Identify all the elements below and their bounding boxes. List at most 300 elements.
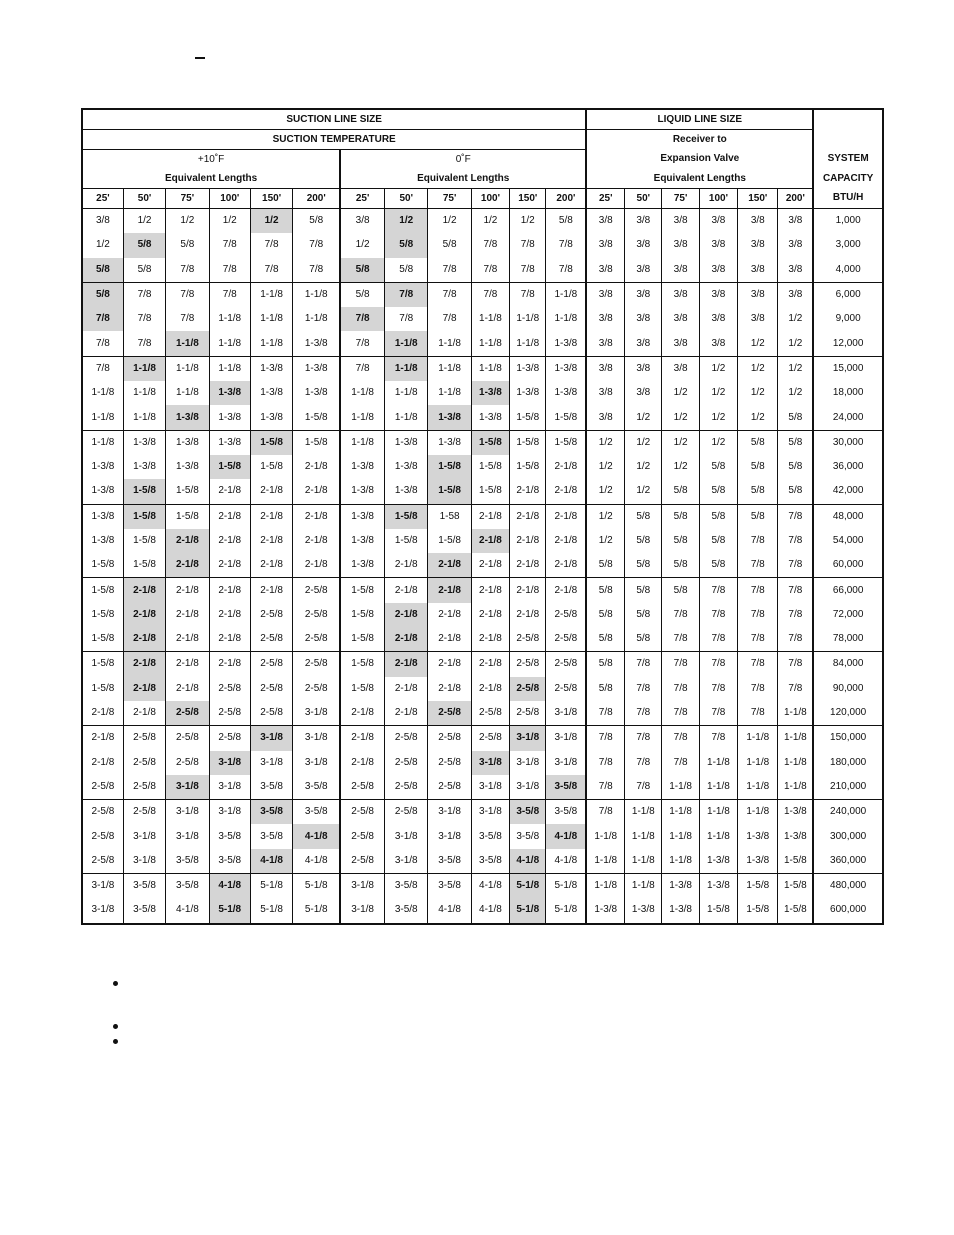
table-cell: 7/8 — [662, 726, 699, 751]
table-cell: 1-3/8 — [340, 529, 384, 553]
table-cell: 1-3/8 — [82, 479, 123, 504]
table-cell: 2-5/8 — [166, 701, 209, 726]
table-cell: 3-5/8 — [250, 800, 292, 825]
table-cell: 15,000 — [813, 356, 883, 381]
capacity-line1: SYSTEM — [813, 150, 883, 170]
table-cell: 1-5/8 — [510, 455, 546, 479]
table-cell: 3-1/8 — [340, 898, 384, 923]
table-cell: 3-5/8 — [385, 874, 428, 899]
table-cell: 7/8 — [662, 652, 699, 677]
table-cell: 1-1/8 — [738, 800, 778, 825]
table-row — [82, 726, 883, 751]
table-cell: 2-5/8 — [250, 652, 292, 677]
table-cell: 2-1/8 — [250, 479, 292, 504]
table-cell: 1-1/8 — [385, 331, 428, 356]
table-cell: 7/8 — [293, 258, 340, 283]
table-cell: 1-5/8 — [340, 652, 384, 677]
table-cell: 2-5/8 — [82, 849, 123, 874]
table-cell: 2-1/8 — [123, 603, 165, 627]
table-cell: 2-1/8 — [546, 455, 586, 479]
table-cell: 3-1/8 — [546, 726, 586, 751]
table-cell: 1-1/8 — [166, 381, 209, 405]
table-cell: 1-3/8 — [91, 510, 115, 522]
table-cell: 72,000 — [813, 603, 883, 627]
table-cell: 7/8 — [510, 282, 546, 307]
table-cell: 1-1/8 — [250, 307, 292, 331]
capacity-line3: BTU/H — [813, 189, 883, 209]
table-cell: 1-5/8 — [250, 455, 292, 479]
table-cell: 2-5/8 — [166, 751, 209, 775]
table-cell: 7/8 — [738, 529, 778, 553]
table-cell: 480,000 — [813, 874, 883, 899]
equiv-lengths-zero: Equivalent Lengths — [340, 169, 586, 189]
table-cell: 3,000 — [813, 233, 883, 257]
table-cell: 1-3/8 — [209, 430, 250, 455]
table-cell: 2-1/8 — [166, 529, 209, 553]
table-cell: 2-5/8 — [123, 800, 165, 825]
table-cell: 3-5/8 — [166, 874, 209, 899]
table-cell: 1-5/8 — [91, 658, 115, 670]
table-cell: 2-1/8 — [385, 627, 428, 652]
table-cell: 3/8 — [662, 233, 699, 257]
table-cell: 4-1/8 — [293, 824, 340, 848]
table-cell: 1-3/8 — [428, 405, 471, 430]
table-cell: 1/2 — [586, 455, 624, 479]
table-cell: 2-5/8 — [340, 849, 384, 874]
table-cell: 78,000 — [813, 627, 883, 652]
table-cell: 1/2 — [778, 307, 813, 331]
table-cell: 2-1/8 — [123, 627, 165, 652]
table-cell: 12,000 — [813, 331, 883, 356]
table-cell: 3/8 — [586, 381, 624, 405]
table-cell: 1-5/8 — [510, 430, 546, 455]
table-cell: 3-1/8 — [209, 775, 250, 800]
table-cell: 2-5/8 — [250, 677, 292, 701]
table-cell: 2-5/8 — [250, 603, 292, 627]
table-cell: 360,000 — [813, 849, 883, 874]
table-cell: 3-5/8 — [123, 874, 165, 899]
table-cell: 1/2 — [699, 356, 737, 381]
table-cell: 1-1/8 — [625, 849, 662, 874]
table-cell: 1-5/8 — [471, 455, 509, 479]
table-cell: 1-5/8 — [209, 455, 250, 479]
table-cell: 4-1/8 — [166, 898, 209, 923]
table-cell: 48,000 — [813, 504, 883, 529]
table-cell: 1-5/8 — [123, 479, 165, 504]
table-cell: 1-3/8 — [91, 535, 115, 546]
table-cell: 7/8 — [82, 331, 123, 356]
length-header: 75' — [662, 189, 699, 209]
table-cell: 5-1/8 — [510, 874, 546, 899]
table-cell: 7/8 — [586, 701, 624, 726]
expansion-valve-label: Expansion Valve — [586, 150, 813, 170]
liquid-line-size-header: LIQUID LINE SIZE — [586, 109, 813, 130]
table-cell: 1-5/8 — [340, 578, 384, 603]
table-cell: 150,000 — [813, 726, 883, 751]
table-cell: 5/8 — [778, 455, 813, 479]
table-row — [82, 652, 883, 677]
table-cell: 1-3/8 — [778, 800, 813, 825]
table-cell: 1-3/8 — [123, 455, 165, 479]
table-cell: 3-1/8 — [385, 849, 428, 874]
table-cell: 2-1/8 — [428, 677, 471, 701]
table-cell: 1-3/8 — [510, 356, 546, 381]
table-cell: 1-1/8 — [778, 701, 813, 726]
table-cell: 2-1/8 — [209, 504, 250, 529]
table-cell: 7/8 — [385, 282, 428, 307]
table-cell: 2-5/8 — [428, 751, 471, 775]
table-cell: 2-1/8 — [510, 553, 546, 578]
table-cell: 4-1/8 — [471, 898, 509, 923]
table-cell: 2-1/8 — [340, 726, 384, 751]
table-cell: 2-5/8 — [123, 726, 165, 751]
table-cell: 120,000 — [813, 701, 883, 726]
table-row — [82, 356, 883, 381]
table-cell: 3/8 — [699, 307, 737, 331]
table-cell: 1-1/8 — [166, 331, 209, 356]
table-cell: 3/8 — [340, 209, 384, 234]
table-cell: 66,000 — [813, 578, 883, 603]
table-cell: 5/8 — [340, 258, 384, 283]
table-cell: 1-5/8 — [82, 627, 123, 652]
table-cell: 3/8 — [625, 356, 662, 381]
table-cell: 1-1/8 — [123, 356, 165, 381]
table-cell: 2-1/8 — [123, 578, 165, 603]
table-cell: 2-1/8 — [471, 578, 509, 603]
length-header: 75' — [166, 189, 209, 209]
table-cell: 3/8 — [699, 233, 737, 257]
table-cell: 4-1/8 — [471, 874, 509, 899]
table-cell: 3-5/8 — [209, 824, 250, 848]
table-cell: 7/8 — [385, 307, 428, 331]
table-cell: 54,000 — [813, 529, 883, 553]
table-cell: 2-1/8 — [546, 504, 586, 529]
table-cell: 300,000 — [813, 824, 883, 848]
table-cell: 2-5/8 — [293, 603, 340, 627]
table-row — [82, 775, 883, 800]
table-cell: 3/8 — [738, 258, 778, 283]
table-cell: 1-5/8 — [91, 608, 115, 620]
table-cell: 2-5/8 — [82, 775, 123, 800]
table-cell: 3-1/8 — [209, 800, 250, 825]
table-cell: 2-5/8 — [91, 806, 115, 818]
table-row — [82, 307, 883, 331]
table-cell: 7/8 — [699, 677, 737, 701]
table-cell: 5/8 — [123, 258, 165, 283]
table-cell: 3-1/8 — [385, 824, 428, 848]
table-cell: 5/8 — [428, 233, 471, 257]
table-cell: 2-5/8 — [428, 775, 471, 800]
table-cell: 1-5/8 — [91, 682, 115, 694]
table-cell: 7/8 — [586, 800, 624, 825]
table-cell: 7/8 — [778, 677, 813, 701]
table-cell: 2-5/8 — [123, 775, 165, 800]
table-cell: 7/8 — [738, 701, 778, 726]
table-cell: 7/8 — [625, 652, 662, 677]
table-cell: 2-5/8 — [385, 800, 428, 825]
header-dash-mark — [195, 57, 205, 59]
table-cell: 3/8 — [586, 282, 624, 307]
table-cell: 1-3/8 — [123, 430, 165, 455]
line-size-table — [81, 108, 884, 925]
table-cell: 84,000 — [813, 652, 883, 677]
table-cell: 1-1/8 — [471, 331, 509, 356]
table-cell: 3-1/8 — [293, 751, 340, 775]
table-cell: 7/8 — [340, 356, 384, 381]
bullet-point — [113, 1039, 118, 1044]
table-cell: 5/8 — [699, 529, 737, 553]
table-cell: 5/8 — [699, 479, 737, 504]
length-header: 75' — [428, 189, 471, 209]
table-cell: 1-3/8 — [293, 356, 340, 381]
table-cell: 7/8 — [82, 307, 123, 331]
table-cell: 1-5/8 — [340, 677, 384, 701]
table-cell: 1/2 — [586, 504, 624, 529]
table-row — [82, 677, 883, 701]
table-cell: 1-1/8 — [471, 307, 509, 331]
table-cell: 3-5/8 — [166, 849, 209, 874]
table-cell: 2-1/8 — [546, 578, 586, 603]
table-row — [82, 479, 883, 504]
table-cell: 1-3/8 — [662, 898, 699, 923]
table-cell: 2-5/8 — [546, 627, 586, 652]
table-cell: 7/8 — [123, 282, 165, 307]
table-cell: 1-1/8 — [385, 405, 428, 430]
table-cell: 7/8 — [662, 677, 699, 701]
table-cell: 3-1/8 — [166, 824, 209, 848]
table-cell: 2-5/8 — [428, 726, 471, 751]
table-cell: 1/2 — [738, 331, 778, 356]
table-cell: 7/8 — [471, 258, 509, 283]
table-cell: 1/2 — [340, 233, 384, 257]
table-cell: 7/8 — [662, 751, 699, 775]
table-cell: 7/8 — [340, 331, 384, 356]
table-body — [82, 209, 883, 924]
table-cell: 2-1/8 — [250, 504, 292, 529]
table-cell: 1/2 — [625, 479, 662, 504]
table-cell: 2-1/8 — [166, 603, 209, 627]
table-cell: 1-3/8 — [166, 405, 209, 430]
table-cell: 30,000 — [813, 430, 883, 455]
table-cell: 2-5/8 — [510, 701, 546, 726]
table-cell: 3/8 — [662, 258, 699, 283]
table-cell: 5/8 — [738, 455, 778, 479]
table-cell: 7/8 — [699, 627, 737, 652]
table-cell: 1-3/8 — [250, 405, 292, 430]
table-cell: 1-1/8 — [340, 381, 384, 405]
table-cell: 1-5/8 — [166, 479, 209, 504]
table-cell: 1-3/8 — [428, 430, 471, 455]
table-cell: 5/8 — [662, 553, 699, 578]
table-cell: 7/8 — [166, 307, 209, 331]
table-cell: 1-1/8 — [625, 874, 662, 899]
table-cell: 7/8 — [778, 529, 813, 553]
table-cell: 1-5/8 — [385, 529, 428, 553]
table-cell: 1-3/8 — [166, 455, 209, 479]
table-cell: 1-1/8 — [340, 405, 384, 430]
table-cell: 5-1/8 — [209, 898, 250, 923]
table-cell: 2-1/8 — [209, 479, 250, 504]
table-cell: 7/8 — [510, 233, 546, 257]
table-cell: 3/8 — [699, 331, 737, 356]
table-cell: 1-5/8 — [428, 479, 471, 504]
table-cell: 1-5/8 — [428, 529, 471, 553]
table-cell: 1-1/8 — [738, 751, 778, 775]
table-cell: 1/2 — [625, 405, 662, 430]
table-cell: 1-1/8 — [510, 307, 546, 331]
table-cell: 7/8 — [250, 258, 292, 283]
table-cell: 2-5/8 — [510, 652, 546, 677]
table-cell: 2-5/8 — [385, 726, 428, 751]
table-cell: 1-3/8 — [340, 504, 384, 529]
table-cell: 2-1/8 — [546, 529, 586, 553]
table-cell: 90,000 — [813, 677, 883, 701]
table-row — [82, 603, 883, 627]
table-cell: 1,000 — [813, 209, 883, 234]
table-cell: 1-1/8 — [699, 824, 737, 848]
table-cell: 3/8 — [586, 356, 624, 381]
table-cell: 3/8 — [586, 331, 624, 356]
table-cell: 2-1/8 — [428, 553, 471, 578]
table-cell: 1-1/8 — [209, 331, 250, 356]
table-cell: 3-1/8 — [471, 775, 509, 800]
table-cell: 3-1/8 — [91, 904, 115, 916]
table-cell: 3-5/8 — [293, 775, 340, 800]
table-cell: 2-1/8 — [166, 652, 209, 677]
table-cell: 1-3/8 — [91, 461, 115, 473]
table-cell: 1-1/8 — [778, 751, 813, 775]
table-cell: 1-1/8 — [738, 775, 778, 800]
table-cell: 1/2 — [625, 455, 662, 479]
table-cell: 7/8 — [209, 282, 250, 307]
table-cell: 1-5/8 — [123, 553, 165, 578]
bullet-point — [113, 1024, 118, 1029]
table-cell: 7/8 — [778, 603, 813, 627]
table-cell: 1-1/8 — [778, 775, 813, 800]
table-row — [82, 331, 883, 356]
table-cell: 7/8 — [510, 258, 546, 283]
table-cell: 1-1/8 — [250, 331, 292, 356]
table-cell: 1-1/8 — [625, 800, 662, 825]
table-cell: 1-5/8 — [778, 849, 813, 874]
table-cell: 2-5/8 — [123, 751, 165, 775]
table-cell: 5-1/8 — [546, 874, 586, 899]
table-cell: 3/8 — [778, 282, 813, 307]
table-cell: 1/2 — [778, 356, 813, 381]
table-cell: 7/8 — [250, 233, 292, 257]
table-cell: 2-1/8 — [428, 578, 471, 603]
table-cell: 2-1/8 — [209, 553, 250, 578]
table-cell: 2-1/8 — [166, 578, 209, 603]
table-cell: 1-1/8 — [699, 800, 737, 825]
table-cell: 7/8 — [738, 677, 778, 701]
table-cell: 2-5/8 — [546, 603, 586, 627]
table-cell: 1-3/8 — [699, 874, 737, 899]
table-cell: 7/8 — [625, 701, 662, 726]
table-cell: 7/8 — [123, 331, 165, 356]
table-cell: 1-1/8 — [209, 307, 250, 331]
table-cell: 2-1/8 — [123, 652, 165, 677]
table-cell: 5/8 — [82, 282, 123, 307]
table-cell: 5/8 — [662, 479, 699, 504]
table-cell: 2-1/8 — [209, 652, 250, 677]
table-cell: 1-1/8 — [340, 430, 384, 455]
table-cell: 7/8 — [586, 726, 624, 751]
table-cell: 7/8 — [778, 578, 813, 603]
table-cell: 1/2 — [662, 381, 699, 405]
table-cell: 2-5/8 — [510, 677, 546, 701]
table-cell: 18,000 — [813, 381, 883, 405]
table-cell: 7/8 — [428, 307, 471, 331]
table-cell: 2-1/8 — [385, 701, 428, 726]
table-cell: 1-5/8 — [123, 504, 165, 529]
table-cell: 2-1/8 — [385, 578, 428, 603]
table-cell: 1/2 — [586, 529, 624, 553]
table-cell: 1-5/8 — [82, 553, 123, 578]
table-cell: 5/8 — [699, 455, 737, 479]
table-cell: 3-5/8 — [250, 775, 292, 800]
length-header: 100' — [209, 189, 250, 209]
table-cell: 3-1/8 — [428, 800, 471, 825]
table-cell: 3-1/8 — [123, 824, 165, 848]
table-cell: 3-1/8 — [546, 701, 586, 726]
table-cell: 2-5/8 — [510, 627, 546, 652]
table-cell: 3/8 — [738, 233, 778, 257]
table-cell: 1-3/8 — [385, 479, 428, 504]
table-cell: 1-3/8 — [166, 430, 209, 455]
table-cell: 1-3/8 — [293, 381, 340, 405]
table-cell: 1-3/8 — [738, 824, 778, 848]
table-cell: 4,000 — [813, 258, 883, 283]
table-cell: 3/8 — [699, 282, 737, 307]
table-cell: 5/8 — [738, 430, 778, 455]
table-cell: 2-1/8 — [428, 652, 471, 677]
table-cell: 2-1/8 — [250, 578, 292, 603]
table-cell: 3-1/8 — [340, 874, 384, 899]
table-cell: 5/8 — [385, 258, 428, 283]
table-cell: 5/8 — [738, 479, 778, 504]
table-cell: 7/8 — [166, 282, 209, 307]
table-cell: 7/8 — [586, 751, 624, 775]
table-cell: 3/8 — [662, 331, 699, 356]
table-cell: 1/2 — [250, 209, 292, 234]
table-cell: 1-1/8 — [586, 824, 624, 848]
table-cell: 1-1/8 — [586, 874, 624, 899]
table-cell: 2-5/8 — [428, 701, 471, 726]
table-cell: 1-1/8 — [699, 751, 737, 775]
table-cell: 2-1/8 — [293, 529, 340, 553]
table-cell: 5/8 — [625, 504, 662, 529]
table-cell: 7/8 — [662, 701, 699, 726]
table-cell: 1-3/8 — [586, 898, 624, 923]
table-cell: 7/8 — [738, 627, 778, 652]
table-cell: 1-3/8 — [738, 849, 778, 874]
table-cell: 1-1/8 — [82, 405, 123, 430]
table-cell: 3-5/8 — [428, 874, 471, 899]
table-cell: 5/8 — [293, 209, 340, 234]
table-cell: 2-1/8 — [209, 627, 250, 652]
table-cell: 3-1/8 — [250, 751, 292, 775]
table-cell: 2-1/8 — [428, 603, 471, 627]
table-cell: 1-1/8 — [428, 331, 471, 356]
table-cell: 5/8 — [586, 603, 624, 627]
table-cell: 3/8 — [586, 209, 624, 234]
table-cell: 4-1/8 — [546, 824, 586, 848]
table-row — [82, 849, 883, 874]
table-cell: 7/8 — [662, 627, 699, 652]
table-cell: 2-1/8 — [428, 627, 471, 652]
table-cell: 7/8 — [209, 258, 250, 283]
